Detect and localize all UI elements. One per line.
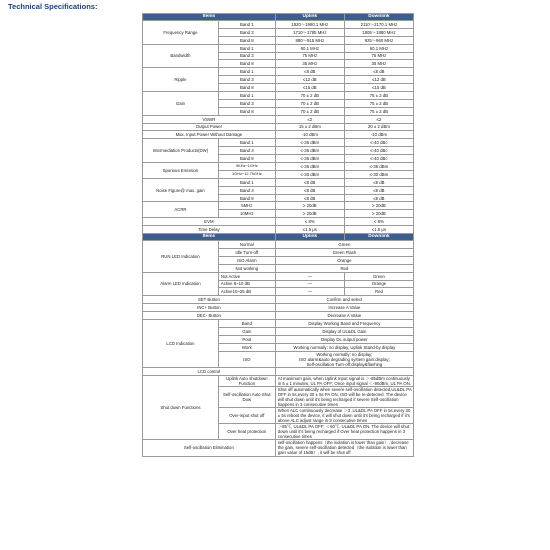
table-cell: 10MHz	[218, 210, 275, 218]
table-cell: 5MHz	[218, 202, 275, 210]
row-label: Ripple	[143, 68, 219, 92]
row-label: LCD control	[143, 367, 276, 375]
table-cell: 70 ± 2 dB	[275, 107, 344, 115]
table-cell: 35 MHz	[344, 60, 413, 68]
table-cell: ＞85℃, UL&DL PA OFF; ＜60℃, UL&DL PA ON. The device will shut down until it's being recharged if Over heat protection happens in 3 consecutive times	[275, 424, 413, 440]
table-cell: 1920～1980.1 MHz	[275, 21, 344, 29]
row-label: Self-oscillation Elimination	[143, 440, 276, 456]
table-row	[143, 178, 414, 186]
table-row	[143, 21, 414, 29]
header-items: Items	[143, 234, 276, 241]
table-cell: 70 ± 2 dB	[275, 92, 344, 100]
table-cell: 1GHz~12.75GHz	[218, 170, 275, 178]
spec-table	[142, 13, 414, 457]
row-label: SET Button	[143, 296, 276, 304]
table-cell: Band 3	[218, 147, 275, 155]
table-row	[143, 296, 414, 304]
table-cell: ≤2	[275, 115, 344, 123]
table-cell: Pout	[218, 335, 275, 343]
table-cell: ≤-36 dBm	[275, 155, 344, 163]
table-row	[143, 440, 414, 456]
table-cell: Band 1	[218, 139, 275, 147]
table-row	[143, 123, 414, 131]
table-cell: ≤8 dB	[275, 68, 344, 76]
table-cell: ≤-36 dBm	[275, 163, 344, 171]
text-line: Working normally: no display;	[316, 351, 373, 357]
table-row	[143, 163, 414, 171]
table-cell: ISO Alarm	[218, 256, 275, 264]
table-cell: Over heat protection	[218, 424, 275, 440]
table-row	[143, 115, 414, 123]
table-cell: -10 dBm	[275, 131, 344, 139]
table-cell: ISO	[218, 351, 275, 367]
table-cell	[275, 351, 413, 367]
table-cell: Uplink Auto shutdown Function	[218, 375, 275, 386]
table-cell: Display Working Band and Frequency	[275, 319, 413, 327]
table-cell: ≤15 dB	[275, 84, 344, 92]
table-cell: ≤ 8%	[344, 218, 413, 226]
table-cell: Normal	[218, 241, 275, 249]
table-cell: 925～960 MHz	[344, 36, 413, 44]
table-cell: 20 ± 2 dBm	[344, 123, 413, 131]
table-row	[143, 375, 414, 386]
row-label: Shut down Functions	[143, 375, 219, 440]
table-cell: Decrease A Value	[275, 312, 413, 320]
table-cell: —	[275, 288, 344, 296]
header-items: Items	[143, 14, 276, 21]
table-row	[143, 304, 414, 312]
table-cell: Band 3	[218, 99, 275, 107]
row-label: Noise Figure@ max. gain	[143, 178, 219, 202]
table-cell: Band 8	[218, 84, 275, 92]
table-row	[143, 312, 414, 320]
table-cell: When ALC continuously decrease ＞3 ,UL&DL PA OFF in 5s,every 30 ± 5s reboot the device, it will shut down until it's being recharged if it's above ALC adjust range in 3 consecutive times	[275, 407, 413, 423]
row-label: ACRR	[143, 202, 219, 218]
table-cell: ≤8 dB	[275, 194, 344, 202]
table-cell: Orange	[344, 280, 413, 288]
row-label: VSWR	[143, 115, 276, 123]
table-cell: Band 8	[218, 107, 275, 115]
table-cell: 75 ± 2 dB	[344, 92, 413, 100]
table-cell: ≤2	[344, 115, 413, 123]
table-cell: 75 MHz	[275, 52, 344, 60]
table-cell: ≤1.5 μs	[275, 226, 344, 234]
row-label: Bandwidth	[143, 44, 219, 68]
table-cell: Band 1	[218, 92, 275, 100]
table-row	[143, 272, 414, 280]
table-cell: Band 1	[218, 44, 275, 52]
header-uplink: Uplink	[275, 14, 344, 21]
table-cell	[275, 367, 413, 375]
table-cell: 9KHz~1GHz	[218, 163, 275, 171]
table-cell: ≤-36 dBm	[275, 147, 344, 155]
row-label: RUN LED Indication	[143, 241, 219, 273]
table-cell: ≤8 dB	[275, 186, 344, 194]
table-cell: Increase A Value	[275, 304, 413, 312]
table-cell: ≤-36 dBm	[275, 139, 344, 147]
table-cell: 2110～2170.1 MHz	[344, 21, 413, 29]
row-label: Spurious Emission	[143, 163, 219, 179]
table-cell: Band 1	[218, 21, 275, 29]
table-row	[143, 218, 414, 226]
row-label: Gain	[143, 92, 219, 116]
table-cell: Over-input shut off	[218, 407, 275, 423]
table-cell: Idle Turn-off	[218, 248, 275, 256]
table-cell: 75 ± 2 dB	[344, 107, 413, 115]
row-label: Time Delay	[143, 226, 276, 234]
row-label: Intermediation Products(DW)	[143, 139, 219, 163]
table-cell: 70 ± 2 dB	[275, 99, 344, 107]
table-cell: ≥ 20dB	[275, 202, 344, 210]
table-cell: Green	[344, 272, 413, 280]
table-cell: Not working	[218, 264, 275, 272]
table-cell: ≥ 20dB	[344, 210, 413, 218]
table-cell: self-oscillation happens（the isolation is lower than gain）, decrease the gain, severe self-oscillation detected（the isolation is lower than gain value of 15dB）, it will be shut off	[275, 440, 413, 456]
table-cell: ≤15 dB	[344, 84, 413, 92]
table-cell: 15 ± 2 dBm	[275, 123, 344, 131]
table-cell: ≤-30 dBm	[344, 170, 413, 178]
table-row	[143, 226, 414, 234]
table-cell: Green	[275, 241, 413, 249]
row-label: Output Power	[143, 123, 276, 131]
table-cell: Gain	[218, 327, 275, 335]
table-cell: 1805～1880 MHz	[344, 28, 413, 36]
table-cell: Work	[218, 343, 275, 351]
table-row	[143, 319, 414, 327]
table-header-row	[143, 14, 414, 21]
row-label: EVM	[143, 218, 276, 226]
table-row	[143, 68, 414, 76]
table-cell: ≤-36 dBm	[344, 163, 413, 171]
table-cell: 75 ± 2 dB	[344, 99, 413, 107]
table-row	[143, 92, 414, 100]
table-cell: ≤1.5 μs	[344, 226, 413, 234]
table-cell: Band	[218, 319, 275, 327]
row-label: LCD Indication	[143, 319, 219, 367]
table-cell: Self-oscillation Auto Shut Dow	[218, 386, 275, 407]
table-row	[143, 202, 414, 210]
table-row	[143, 367, 414, 375]
table-cell: ≤8 dB	[344, 186, 413, 194]
table-cell: 75 MHz	[344, 52, 413, 60]
table-cell: Active 8~10 dB	[218, 280, 275, 288]
table-cell: ≥ 20dB	[275, 210, 344, 218]
table-cell: Band 1	[218, 178, 275, 186]
table-cell: Working normally: no display, Uplink Stand-by display	[275, 343, 413, 351]
table-cell: ≤8 dB	[275, 178, 344, 186]
table-cell: Red	[344, 288, 413, 296]
table-cell: —	[275, 280, 344, 288]
table-cell: -10 dBm	[344, 131, 413, 139]
page-title: Technical Specifications:	[8, 2, 98, 11]
table-row	[143, 44, 414, 52]
row-label: Alarm LED Indication	[143, 272, 219, 296]
table-cell: Display DL output power	[275, 335, 413, 343]
table-cell: Display of UL&DL Gain	[275, 327, 413, 335]
row-label: DEC- Button	[143, 312, 276, 320]
table-cell: 60.1 MHz	[275, 44, 344, 52]
header-downlink: Downlink	[344, 234, 413, 241]
row-label: Max. Input Power Without Damage	[143, 131, 276, 139]
table-cell: Band 8	[218, 36, 275, 44]
table-cell: Orange	[275, 256, 413, 264]
table-cell: ≤8 dB	[344, 68, 413, 76]
table-cell: ≤8 dB	[344, 178, 413, 186]
table-cell: ≤-30 dBm	[275, 170, 344, 178]
table-cell: Band 3	[218, 28, 275, 36]
table-cell: 1710～1785 MHz	[275, 28, 344, 36]
table-cell: 60.1 MHz	[344, 44, 413, 52]
table-cell: ≥ 20dB	[344, 202, 413, 210]
table-cell: Band 8	[218, 60, 275, 68]
table-cell: Green Flash	[275, 248, 413, 256]
row-label: Frequency Range	[143, 21, 219, 45]
table-cell: Red	[275, 264, 413, 272]
table-cell: —	[275, 272, 344, 280]
table-cell: Confirm and select	[275, 296, 413, 304]
text-line: Self-oscillation Turn-off:display&flashing	[306, 361, 383, 367]
table-cell: Band 8	[218, 194, 275, 202]
table-cell: Band 8	[218, 155, 275, 163]
table-cell: ≤-40 dBc	[344, 139, 413, 147]
table-cell: 880～915 MHz	[275, 36, 344, 44]
table-cell: ≤-40 dBc	[344, 147, 413, 155]
table-header-row	[143, 234, 414, 241]
table-cell: Active10~25 dB	[218, 288, 275, 296]
table-cell: Not Active	[218, 272, 275, 280]
table-cell: ≤-40 dBc	[344, 155, 413, 163]
table-cell: Band 3	[218, 52, 275, 60]
table-cell: Band 3	[218, 186, 275, 194]
table-row	[143, 131, 414, 139]
table-cell: Shut off automatically when severe self-oscillation detected,UL&DL PA OFF in 5s,every 30 ± 5s PA ON, ISO will be re-detected. The device will shut down until it's being recharged if severe Self-oscillation happens in 3 consecutive times	[275, 386, 413, 407]
table-cell: ≤ 8%	[275, 218, 344, 226]
row-label: INC+ Button	[143, 304, 276, 312]
table-cell: 35 MHz	[275, 60, 344, 68]
table-cell: Band 3	[218, 76, 275, 84]
table-row	[143, 241, 414, 249]
header-downlink: Downlink	[344, 14, 413, 21]
table-cell: ≤12 dB	[344, 76, 413, 84]
table-cell: At maximum gain, when Uplink Input signal is ＞-85dBm continuously in 5 ± 1 minutes, UL PA OFF; Once input signal ＜-90dBm, UL PA ON.	[275, 375, 413, 386]
text-line: ISO alarm&auto degrading system gain:display;	[299, 356, 390, 362]
header-uplink: Uplink	[275, 234, 344, 241]
table-cell: ≤8 dB	[344, 194, 413, 202]
table-row	[143, 139, 414, 147]
table-cell: Band 1	[218, 68, 275, 76]
table-cell: ≤12 dB	[275, 76, 344, 84]
